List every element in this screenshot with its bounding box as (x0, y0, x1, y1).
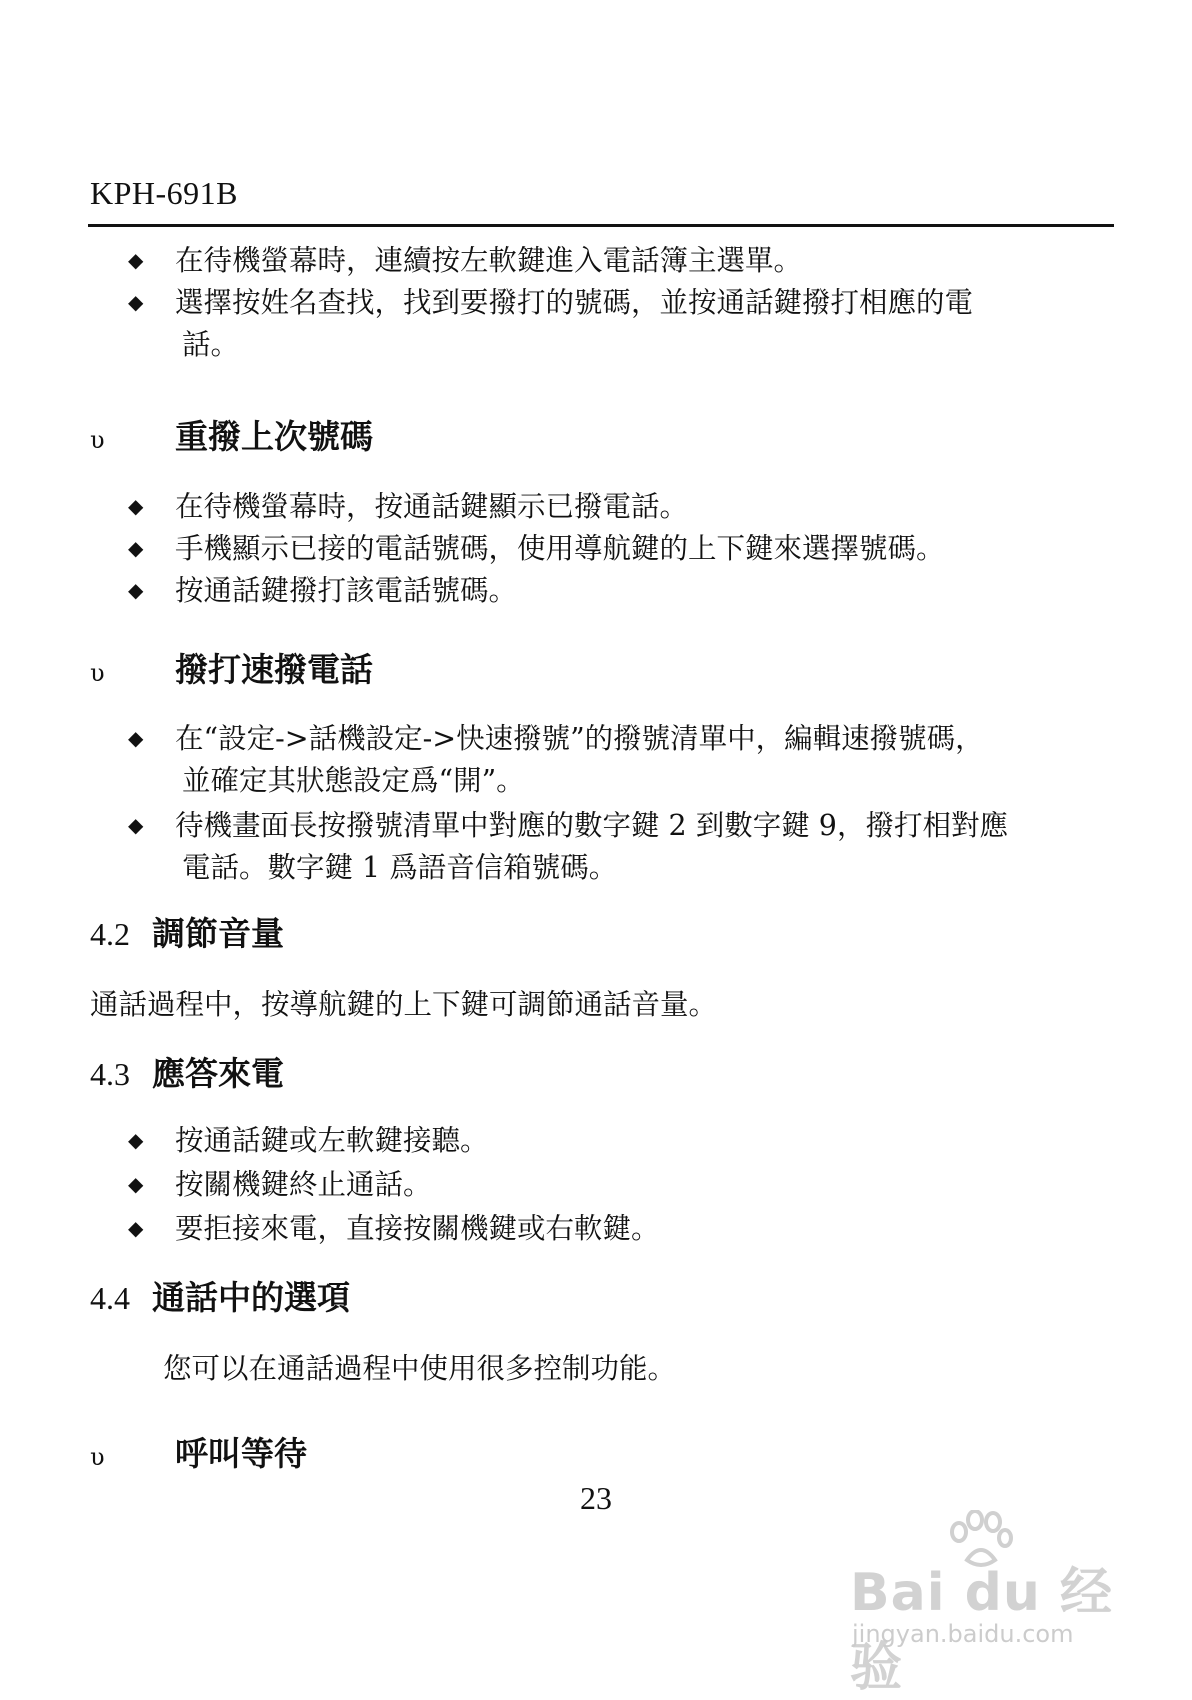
page-number: 23 (580, 1480, 612, 1516)
bullet-icon: ◆ (128, 494, 144, 518)
speed-dial-bullet-2-line2: 電話。數字鍵 1 爲語音信箱號碼。 (182, 851, 618, 884)
bullet-icon: ◆ (128, 1172, 144, 1196)
phonebook-bullet-1: 在待機螢幕時，連續按左軟鍵進入電話簿主選單。 (175, 244, 803, 277)
watermark-brand: Bai du 经验 (850, 1563, 1113, 1698)
bullet-icon: ◆ (128, 1216, 144, 1240)
section-number: 4.2 (90, 916, 130, 952)
answer-bullet-1: 按通話鍵或左軟鍵接聽。 (175, 1124, 489, 1157)
section-number: 4.3 (90, 1056, 130, 1092)
bullet-icon: ◆ (128, 1128, 144, 1152)
section-title-in-call-options: 通話中的選項 (152, 1278, 350, 1317)
bullet-icon: ◆ (128, 578, 144, 602)
speed-dial-bullet-1-line2: 並確定其狀態設定爲“開”。 (182, 764, 525, 797)
redial-bullet-1: 在待機螢幕時，按通話鍵顯示已撥電話。 (175, 490, 689, 523)
bullet-icon: ◆ (128, 290, 144, 314)
watermark-url: jingyan.baidu.com (852, 1620, 1074, 1648)
volume-paragraph: 通話過程中，按導航鍵的上下鍵可調節通話音量。 (90, 988, 718, 1021)
document-header-title: KPH-691B (90, 175, 239, 211)
answer-bullet-3: 要拒接來電，直接按關機鍵或右軟鍵。 (175, 1212, 660, 1245)
section-number: 4.4 (90, 1280, 130, 1316)
header-divider (88, 224, 1114, 227)
subsection-marker: υ (90, 426, 105, 454)
bullet-icon: ◆ (128, 248, 144, 272)
bullet-icon: ◆ (128, 726, 144, 750)
baidu-watermark (850, 1510, 1130, 1698)
phonebook-bullet-2-line1: 選擇按姓名查找，找到要撥打的號碼，並按通話鍵撥打相應的電 (175, 286, 974, 319)
bullet-icon: ◆ (128, 813, 144, 837)
speed-dial-heading: 撥打速撥電話 (175, 650, 373, 689)
in-call-options-paragraph: 您可以在通話過程中使用很多控制功能。 (163, 1352, 677, 1385)
redial-bullet-2: 手機顯示已接的電話號碼，使用導航鍵的上下鍵來選擇號碼。 (175, 532, 945, 565)
speed-dial-bullet-2-line1: 待機畫面長按撥號清單中對應的數字鍵 2 到數字鍵 9，撥打相對應 (175, 809, 1008, 842)
phonebook-bullet-2-line2: 話。 (182, 328, 240, 361)
speed-dial-bullet-1-line1: 在“設定->話機設定->快速撥號”的撥號清單中，編輯速撥號碼， (175, 722, 984, 755)
section-title-answer-call: 應答來電 (152, 1054, 284, 1093)
subsection-marker: υ (90, 1443, 105, 1471)
answer-bullet-2: 按關機鍵終止通話。 (175, 1168, 432, 1201)
redial-heading: 重撥上次號碼 (175, 417, 373, 456)
section-title-volume: 調節音量 (152, 914, 284, 953)
redial-bullet-3: 按通話鍵撥打該電話號碼。 (175, 574, 518, 607)
subsection-marker: υ (90, 659, 105, 687)
call-waiting-heading: 呼叫等待 (175, 1434, 307, 1473)
bullet-icon: ◆ (128, 536, 144, 560)
